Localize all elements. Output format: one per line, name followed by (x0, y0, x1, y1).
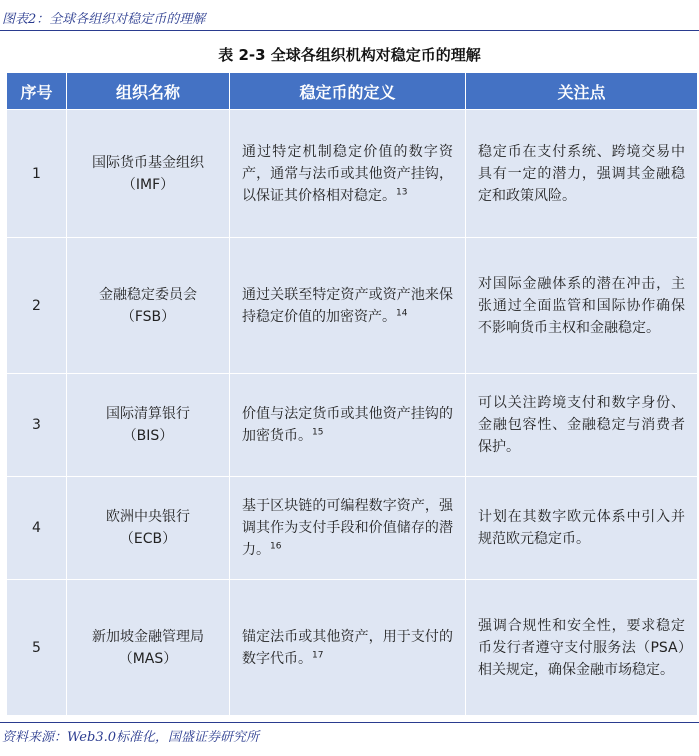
org-cell (67, 110, 230, 238)
definition-text: 基于区块链的可编程数字资产，强调其作为支付手段和价值储存的潜力。 (242, 498, 453, 558)
definition-cell (230, 238, 466, 374)
table-header-row (7, 73, 698, 110)
focus-cell: 计划在其数字欧元体系中引入并规范欧元稳定币。 (466, 477, 698, 580)
row-number: 2 (7, 238, 67, 374)
org-name: 欧洲中央银行 (106, 509, 190, 525)
caption-divider (0, 30, 699, 31)
focus-cell: 稳定币在支付系统、跨境交易中具有一定的潜力，强调其金融稳定和政策风险。 (466, 110, 698, 238)
header-num: 序号 (7, 73, 67, 110)
table-row (7, 110, 698, 238)
row-number: 1 (7, 110, 67, 238)
footnote-ref: 13 (396, 186, 408, 197)
definition-text: 锚定法币或其他资产，用于支付的数字代币。 (242, 628, 453, 667)
table-row (7, 374, 698, 477)
header-org: 组织名称 (67, 73, 230, 110)
org-name: 国际清算银行 (106, 406, 190, 422)
definition-cell (230, 110, 466, 238)
row-number: 3 (7, 374, 67, 477)
footnote-ref: 14 (396, 307, 408, 318)
org-cell (67, 238, 230, 374)
source-divider (0, 722, 699, 723)
definition-cell (230, 477, 466, 580)
table-row (7, 580, 698, 716)
definition-text: 通过特定机制稳定价值的数字资产，通常与法币或其他资产挂钩，以保证其价格相对稳定。 (242, 143, 453, 204)
org-cell (67, 580, 230, 716)
definition-text: 价值与法定货币或其他资产挂钩的加密货币。 (242, 406, 453, 444)
table-title: 表 2-3 全球各组织机构对稳定币的理解 (218, 46, 481, 64)
footnote-ref: 16 (270, 541, 282, 552)
header-definition: 稳定币的定义 (230, 73, 466, 110)
focus-cell: 可以关注跨境支付和数字身份、金融包容性、金融稳定与消费者保护。 (466, 374, 698, 477)
org-abbr: （FSB） (120, 308, 176, 325)
table-row (7, 238, 698, 374)
org-name: 金融稳定委员会 (99, 286, 197, 303)
org-abbr: （BIS） (122, 428, 174, 444)
table-row (7, 477, 698, 580)
org-abbr: （IMF） (121, 176, 175, 193)
organizations-table (6, 72, 698, 716)
footnote-ref: 17 (312, 649, 324, 660)
focus-cell: 强调合规性和安全性，要求稳定币发行者遵守支付服务法（PSA）相关规定，确保金融市场稳定。 (466, 580, 698, 716)
row-number: 4 (7, 477, 67, 580)
table-container (6, 72, 697, 716)
org-name: 新加坡金融管理局 (92, 628, 204, 645)
focus-cell: 对国际金融体系的潜在冲击，主张通过全面监管和国际协作确保不影响货币主权和金融稳定。 (466, 238, 698, 374)
org-cell (67, 374, 230, 477)
org-cell (67, 477, 230, 580)
row-number: 5 (7, 580, 67, 716)
source-note: 资料来源：Web3.0标准化，国盛证券研究所 (2, 730, 259, 745)
org-abbr: （MAS） (118, 650, 178, 667)
org-name: 国际货币基金组织 (92, 154, 204, 171)
definition-text: 通过关联至特定资产或资产池来保持稳定价值的加密资产。 (242, 286, 453, 325)
definition-cell (230, 374, 466, 477)
header-focus: 关注点 (466, 73, 698, 110)
footnote-ref: 15 (312, 427, 324, 438)
figure-caption: 图表2：全球各组织对稳定币的理解 (2, 12, 206, 27)
org-abbr: （ECB） (119, 531, 177, 547)
definition-cell (230, 580, 466, 716)
